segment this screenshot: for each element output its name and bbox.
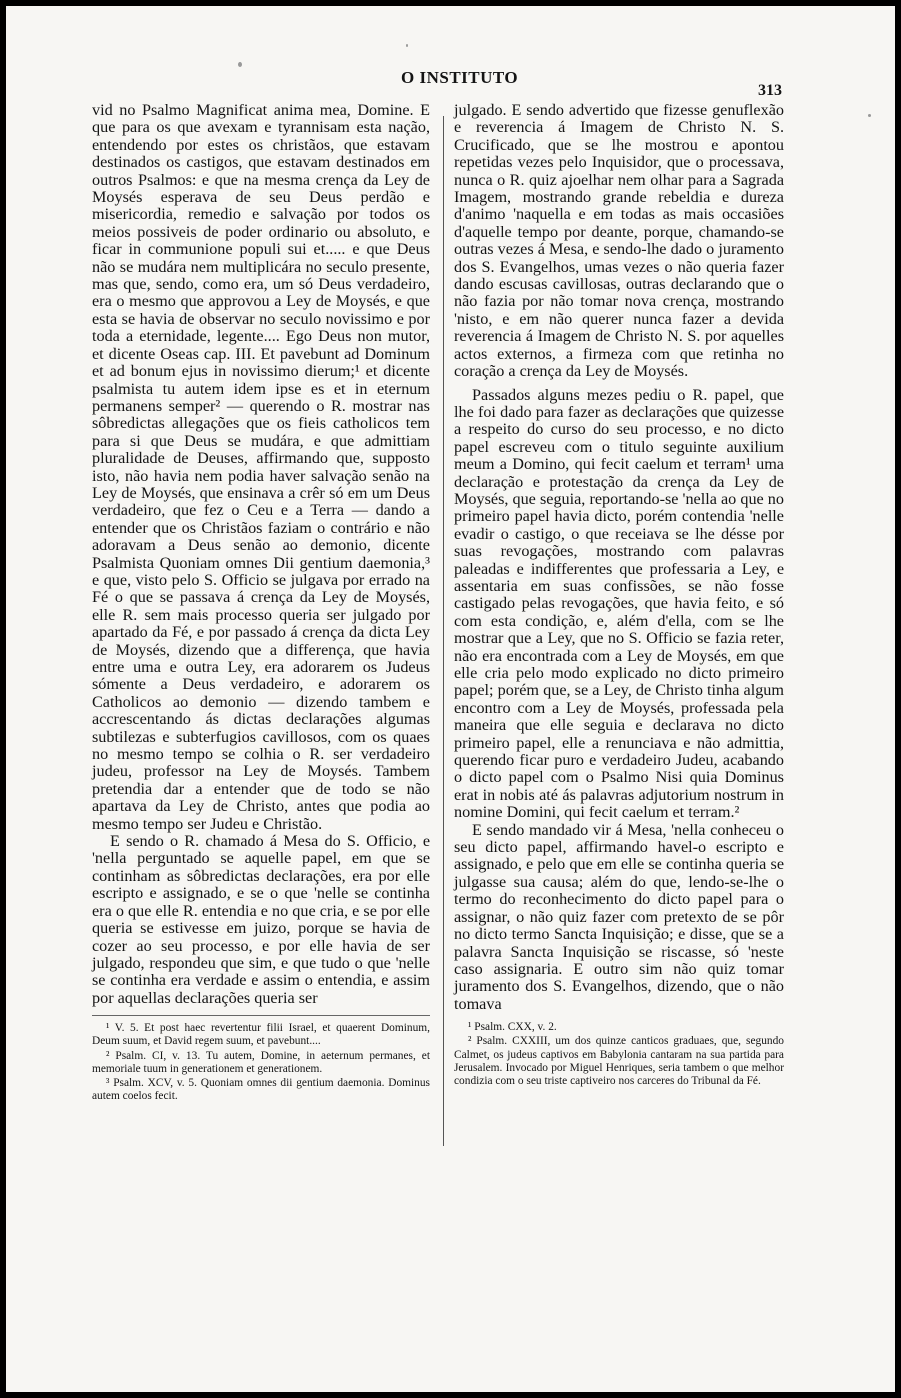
left-column [92, 102, 430, 1104]
column-divider [443, 116, 444, 1146]
footnote: ³ Psalm. XCV, v. 5. Quoniam omnes dii gentium daemonia. Dominus autem coelos fecit. [92, 1076, 430, 1103]
left-paragraph-2: E sendo o R. chamado á Mesa do S. Officio, e 'nella perguntado se aquelle papel, em que se continham as sôbredictas declarações, era por elle escripto e assignado, e se o que 'nelle se continha era o que elle R. entendia e no que cria, e se por elle queria se estivesse em juizo, porque se havia de cozer ao seu processo, e por elle havia de ser julgado, respondeu que sim, e que tudo o que 'nelle se continha era verdade e assim o entendia, e assim por aquellas declarações queria ser [92, 832, 430, 1007]
left-footnotes [92, 1015, 430, 1103]
footnote: ² Psalm. CXXIII, um dos quinze canticos graduaes, que, segundo Calmet, os judeus captivos em Babylonia cantaram na sua partida para Jerusalem. Invocado por Miguel Henriques, seria tambem o que melhor condizia com o seu triste captiveiro nos carceres do Tribunal da Fé. [454, 1035, 784, 1087]
running-title: O INSTITUTO [401, 68, 519, 87]
footnote: ¹ V. 5. Et post haec revertentur filii Israel, et quaerent Dominum, Deum suum, et David regem suum, et pavebunt.... [92, 1022, 430, 1048]
footnote: ¹ Psalm. CXX, v. 2. [468, 1021, 557, 1034]
right-paragraph-2: Passados alguns mezes pediu o R. papel, que lhe foi dado para fazer as declarações que quizesse a respeito do curso do seu processo, e no dicto papel escreveu com o titulo seguinte auxilium meum a Domino, qui fecit caelum et terram¹ uma declaração e protestação da crença da Ley de Moysés, que seguia, reportando-se 'nella ao que no primeiro papel havia dicto, porém contendia 'nelle evadir o castigo, o que receiava se lhe désse por suas revogações, mostrando com palavras paleadas e indifferentes que professaria a Ley, e assentaria em suas confissões, se não fosse castigado pelas revogações, que havia feito, e só com esta condição, e, além d'ella, com se lhe mostrar que a Ley, que no S. Officio se fazia reter, não era encontrada com a Ley de Moysés, em que elle cria pelo modo explicado no dicto primeiro papel; porém que, se a Ley, de Christo tinha algum encontro com a Ley de Moysés, professada pela maneira que elle seguia e declarava no dicto primeiro papel, elle a renunciava e não admittia, querendo ficar puro e verdadeiro Judeu, acabando o dicto papel com o Psalmo Nisi quia Dominus erat in nobis até ás palavras adjutorium nostrum in nomine Domini, qui fecit caelum et terram.² [454, 385, 784, 822]
right-footnotes [454, 1021, 784, 1088]
left-paragraph-1: vid no Psalmo Magnificat anima mea, Domine. E que para os que avexam e tyrannisam esta nação, entendendo por estes os christãos, que estavam destinados os castigos, que estavam destinados em outros Psalmos: e que na mesma crença da Ley de Moysés esperava de seu Deus perdão e misericordia, remedio e salvação por todos os meios possiveis de poder ordinario ou absoluto, e ficar in communione populi sui et..... e que Deus não se mudára nem multiplicára no seculo presente, mas que, sendo, como era, um só Deus verdadeiro, era o mesmo que approvou a Ley de Moysés, e que esta se havia de observar no seculo novissimo e por toda a eternidade, legente.... Ego Deus non mutor, et dicente Oseas cap. III. Et pavebunt ad Dominum et ad bonum ejus in novissimo dierum;¹ et dicente psalmista tu autem idem ipse es et in eternum permanens semper² — querendo o R. mostrar nas sôbredictas allegações que os fieis catholicos tem para si que Deus se mudára, e que admittiam pluralidade de Deuses, affirmando que, supposto isto, não havia nem podia haver salvação senão na Ley de Moysés, que ensinava a crêr só em um Deus verdadeiro, que fez o Ceu e a Terra — dando a entender que os Christãos faziam o contrário e não adoravam a Deus senão ao demonio, dicente Psalmista Quoniam omnes Dii gentium daemonia,³ e que, visto pelo S. Officio se julgava por errado na Fé o que se passava á crença da Ley de Moysés, elle R. sem mais processo queria ser julgado por apartado da Fé, e por passado á crença da dicta Ley de Moysés, dizendo que a differença, que havia entre uma e outra Ley, era adorarem os Judeus sómente a Deus verdadeiro, e adorarem os Catholicos ao demonio — dizendo tambem e accrescentando ás dictas declarações algumas subtilezas e subterfugios cavillosos, com os quaes no mesmo tempo se colhia o R. ser verdadeiro judeu, professor na Ley de Moysés. Tambem pretendia dar a entender que de todo se não apartava da Ley de Christo, antes que podia ao mesmo tempo ser Judeu e Christão. [92, 101, 430, 833]
right-paragraph-3: E sendo mandado vir á Mesa, 'nella conheceu o seu dicto papel, affirmando havel-o escripto e assignado, e pelo que em elle se continha queria se julgasse sua causa; além do que, lendo-se-lhe o termo do reconhecimento do dicto papel para o assignar, o não quiz fazer com pretexto de se pôr no dicto termo Sancta Inquisição; e disse, que se a palavra Sancta Inquisição se riscasse, só 'neste caso assignaria. E outro sim não quiz tomar juramento dos S. Evangelhos, dizendo, que o não tomava [454, 820, 784, 1013]
running-head [6, 66, 895, 99]
book-page [6, 6, 895, 1392]
right-paragraph-1: julgado. E sendo advertido que fizesse genuflexão e reverencia á Imagem de Christo N. S. Crucificado, que se lhe mostrou e apontou repetidas vezes pelo Inquisidor, que o processava, nunca o R. quiz ajoelhar nem olhar para a Sagrada Imagem, mostrando grande rebeldia e dureza d'animo 'naquella e em todas as mais occasiões d'aquelle tempo por deante, porque, chamando-se outras vezes á Mesa, e sendo-lhe dado o juramento dos S. Evangelhos, umas vezes o não queria fazer dando escusas cavillosas, outras declarando que o não fazia por não tomar nova crença, mostrando 'nisto, e em não querer nunca fazer a devida reverencia á Imagem de Christo N. S. por aquelles actos externos, a firmeza com que retinha no coração a crença da Ley de Moysés. [454, 101, 784, 381]
page-number: 313 [758, 82, 782, 99]
footnote: ² Psalm. CI, v. 13. Tu autem, Domine, in aeternum permanes, et memoriale tuum in generationem et generationem. [92, 1049, 430, 1075]
ink-speck [406, 44, 408, 47]
right-column [454, 102, 784, 1089]
ink-speck [868, 114, 871, 117]
